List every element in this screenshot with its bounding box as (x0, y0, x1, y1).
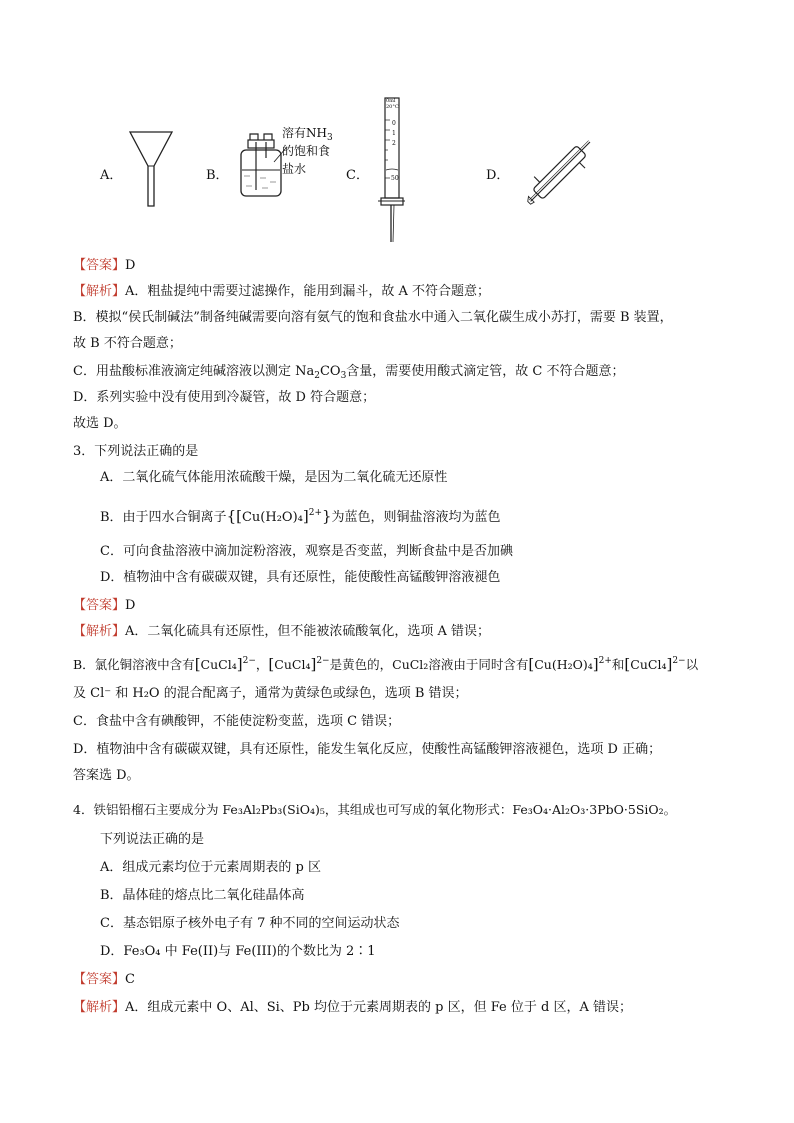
annotation-line-2: 的饱和食 (282, 144, 331, 158)
sub: 2 (314, 371, 320, 381)
ion: Cu(H₂O)₄ (241, 510, 303, 525)
answer-tag: 【答案】 (73, 972, 126, 987)
formula: Fe₃O₄·Al₂O₃·3PbO·5SiO₂ (512, 802, 664, 817)
text: 。 (663, 802, 677, 817)
charge: 2− (672, 656, 686, 666)
annotation-sub: 3 (326, 133, 333, 143)
text: C．用盐酸标准液滴定纯碱溶液以测定 Na (73, 364, 315, 379)
ion: CuCl₄ (200, 657, 237, 672)
answer-tag: 【答案】 (73, 258, 126, 273)
charge: 2− (242, 656, 256, 666)
q4-stem-2: 下列说法正确的是 (100, 832, 205, 847)
burette-temp-label: 20°C (386, 104, 399, 110)
funnel-icon (128, 130, 178, 210)
answer-value: D (125, 598, 136, 613)
burette-top-marks (386, 98, 399, 110)
text: 是黄色的， (329, 657, 393, 672)
q3-option-b: B．由于四水合铜离子$\{[Cu(H_2O)_4]^{2+}\}$为蓝色，则铜盐溶液均为蓝色 (100, 507, 501, 525)
q2-analysis-d: D．系列实验中没有使用到冷凝管，故 D 符合题意； (73, 390, 376, 405)
figure-b-label: B． (206, 168, 229, 183)
analysis-text: A．二氧化硫具有还原性，但不能被浓硫酸氧化，选项 A 错误； (125, 624, 491, 639)
analysis-tag: 【解析】 (73, 284, 126, 299)
burette-icon (376, 96, 406, 246)
text: 为蓝色，则铜盐溶液均为蓝色 (331, 510, 501, 525)
q2-analysis-a (73, 282, 490, 302)
text: 和 (611, 657, 625, 672)
analysis-text: A．组成元素中 O、Al、Si、Pb 均位于元素周期表的 p 区，但 Fe 位于 d 区，A 错误； (125, 1000, 632, 1015)
q3-answer (73, 596, 135, 616)
text: B．由于四水合铜离子 (100, 510, 227, 525)
answer-tag: 【答案】 (73, 598, 126, 613)
q4-option-d: D．Fe₃O₄ 中 Fe(II)与 Fe(III)的个数比为 2∶1 (100, 944, 376, 959)
q3-stem: 3．下列说法正确的是 (73, 444, 199, 459)
pointer-line (272, 146, 292, 166)
q3-conclusion: 答案选 D。 (73, 768, 140, 783)
q4-stem (73, 800, 676, 820)
text: 含量，需要使用酸式滴定管，故 C 不符合题意； (346, 364, 625, 379)
text: 4．铁铝铅榴石主要成分为 Fe₃Al₂Pb₃(SiO₄)₅，其组成也可写成的氧化物形式： (73, 802, 513, 817)
q3-analysis-d: D．植物油中含有碳碳双键，具有还原性，能发生氧化反应，使酸性高锰酸钾溶液褪色，选项 D 正确； (73, 742, 662, 757)
formula: CuCl₂ (392, 657, 429, 672)
q4-answer (73, 970, 135, 990)
q3-analysis-c: C．食盐中含有碘酸钾，不能使淀粉变蓝，选项 C 错误； (73, 714, 401, 729)
text: B．氯化铜溶液中含有 (73, 657, 195, 672)
burette-tick-1: 1 (392, 130, 396, 137)
gas-bottle-icon (236, 132, 286, 202)
analysis-text: A．粗盐提纯中需要过滤操作，能用到漏斗，故 A 不符合题意； (125, 284, 491, 299)
q2-analysis-c (73, 362, 625, 382)
q2-conclusion: 故选 D。 (73, 416, 127, 431)
charge: 2− (316, 656, 330, 666)
charge: 2+ (308, 508, 322, 518)
burette-top-label: 0ml (386, 98, 396, 104)
q4-option-b: B．晶体硅的熔点比二氧化硅晶体高 (100, 888, 305, 903)
ion: CuCl₄ (630, 657, 667, 672)
apparatus-figures (0, 90, 794, 250)
q4-option-a: A．组成元素均位于元素周期表的 p 区 (100, 860, 321, 875)
q2-analysis-b-line2: 故 B 不符合题意； (73, 336, 182, 351)
q2-answer (73, 256, 135, 276)
q3-option-a: A．二氧化硫气体能用浓硫酸干燥，是因为二氧化硫无还原性 (100, 470, 448, 485)
figure-a-label: A． (100, 168, 123, 183)
text: 以 (685, 657, 699, 672)
burette-tick-50: 50 (391, 175, 399, 182)
burette-tick-2: 2 (392, 140, 396, 147)
q4-option-c: C．基态铝原子核外电子有 7 种不同的空间运动状态 (100, 916, 400, 931)
answer-value: D (125, 258, 136, 273)
q2-analysis-b-line1: B．模拟“侯氏制碱法”制备纯碱需要向溶有氨气的饱和食盐水中通入二氧化碳生成小苏打，需要 B 装置， (73, 310, 673, 325)
figure-d-label: D． (486, 168, 510, 183)
condenser-icon (516, 126, 606, 216)
ion: CuCl₄ (274, 657, 311, 672)
charge: 2+ (598, 656, 612, 666)
analysis-tag: 【解析】 (73, 1000, 126, 1015)
text: CO (319, 364, 341, 379)
q3-option-d: D．植物油中含有碳碳双键，具有还原性，能使酸性高锰酸钾溶液褪色 (100, 570, 501, 585)
text: 溶液由于同时含有 (428, 657, 529, 672)
q3-analysis-b-line1: B．氯化铜溶液中含有[CuCl₄]$^{2-}$，[CuCl₄]$^{2-}$是黄色的，CuCl₂溶液由于同时含有$[Cu(H_2O)_4]^{2+}$和[CuCl₄]$^{2-}$以 (73, 655, 699, 673)
ion: Cu(H₂O)₄ (534, 657, 593, 672)
burette-tick-0: 0 (392, 120, 396, 127)
sub: 3 (340, 371, 347, 381)
q3-option-c: C．可向食盐溶液中滴加淀粉溶液，观察是否变蓝，判断食盐中是否加碘 (100, 544, 513, 559)
q3-analysis-b-line2: 及 Cl⁻ 和 H₂O 的混合配离子，通常为黄绿色或绿色，选项 B 错误； (73, 686, 468, 701)
annotation-line-1: 溶有NH (282, 126, 327, 140)
q4-analysis-a (73, 998, 632, 1018)
text: ， (255, 657, 269, 672)
answer-value: C (125, 972, 135, 987)
q3-analysis-a (73, 622, 490, 642)
analysis-tag: 【解析】 (73, 624, 126, 639)
annotation-line-3: 盐水 (282, 162, 307, 176)
figure-c-label: C． (346, 168, 369, 183)
